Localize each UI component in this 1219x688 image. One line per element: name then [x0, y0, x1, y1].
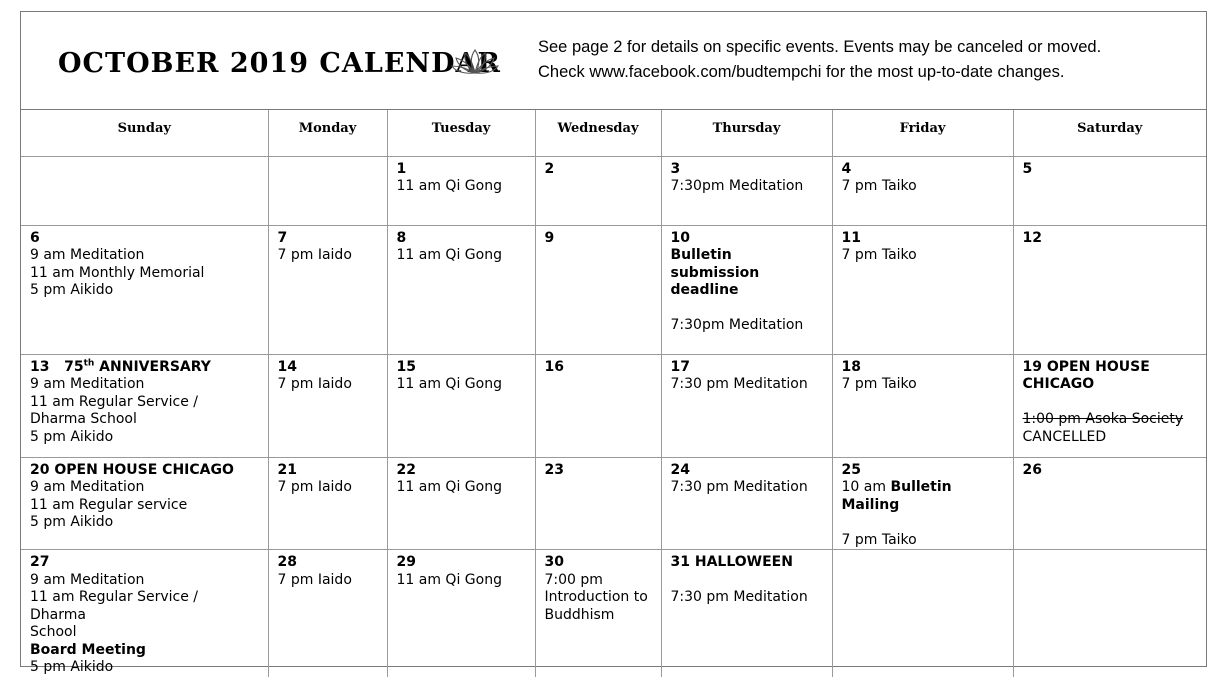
day-cell — [21, 457, 268, 550]
day-number: 20 OPEN HOUSE CHICAGO — [30, 461, 234, 478]
event: 7:30 pm Meditation — [670, 376, 808, 392]
day-number: 21 — [277, 461, 297, 478]
day-cell — [535, 457, 661, 550]
day-cell — [1013, 457, 1206, 550]
cancelled-label: CANCELLED — [1022, 428, 1107, 445]
day-number: 8 — [396, 229, 407, 246]
day-number: 31 HALLOWEEN — [670, 554, 793, 570]
anniversary-label: ANNIVERSARY — [94, 358, 211, 375]
event-time: 10 am — [841, 479, 891, 495]
day-cell — [1013, 354, 1206, 457]
day-number: 9 — [544, 229, 555, 246]
event: 11 am Qi Gong — [396, 571, 502, 588]
day-number: 16 — [544, 358, 564, 375]
day-cell — [21, 550, 268, 677]
event: 7 pm Taiko — [841, 531, 917, 548]
day-cell — [832, 225, 1013, 354]
day-cell — [268, 354, 387, 457]
notice-text — [538, 35, 1101, 85]
spacer — [671, 300, 822, 318]
day-cell — [268, 457, 387, 550]
week-row-5 — [21, 550, 1206, 677]
event: School — [30, 624, 77, 640]
day-cell — [661, 457, 832, 550]
day-number: 12 — [1022, 229, 1042, 246]
day-cell — [535, 550, 661, 677]
event: 7 pm Taiko — [841, 376, 917, 392]
day-cell-empty — [268, 156, 387, 225]
event-bold: Bulletin submission — [670, 247, 760, 281]
event: 11 am Qi Gong — [396, 479, 502, 495]
weekday-wednesday: Wednesday — [535, 110, 661, 156]
day-cell — [661, 156, 832, 225]
event-bold: Bulletin Mailing — [841, 479, 952, 513]
week-row-3 — [21, 354, 1206, 457]
weekday-sunday: Sunday — [21, 110, 268, 156]
day-number: 7 — [277, 229, 288, 246]
event-bold: Board Meeting — [30, 641, 146, 658]
event: 7 pm Iaido — [277, 376, 352, 392]
day-number: 4 — [841, 160, 852, 177]
day-number: 14 — [277, 358, 297, 375]
day-number: 11 — [841, 229, 861, 246]
lotus-icon — [451, 46, 499, 78]
spacer — [842, 514, 1003, 532]
day-number: 22 — [396, 461, 416, 478]
day-cell — [661, 354, 832, 457]
day-number: 1 — [396, 160, 407, 177]
day-number: 17 — [670, 358, 690, 375]
event: 9 am Meditation — [30, 479, 145, 495]
event: 7 pm Taiko — [841, 178, 917, 194]
weekday-tuesday: Tuesday — [387, 110, 535, 156]
weekday-saturday: Saturday — [1013, 110, 1206, 156]
day-heading — [30, 359, 258, 377]
day-number: 28 — [277, 554, 297, 570]
event: 5 pm Aikido — [30, 659, 114, 675]
day-heading: CHICAGO — [1022, 376, 1095, 392]
day-number: 10 — [670, 229, 690, 246]
day-cell — [832, 354, 1013, 457]
event: 11 am Monthly Memorial — [30, 264, 205, 281]
event: 11 am Regular Service / — [30, 393, 198, 410]
day-cell — [832, 156, 1013, 225]
notice-line-2: Check www.facebook.com/budtempchi for the most up-to-date changes. — [538, 63, 1065, 81]
event: Introduction to — [544, 589, 648, 605]
event: 7 pm Iaido — [277, 247, 352, 263]
day-cell — [387, 550, 535, 677]
day-cell — [21, 354, 268, 457]
week-row-1 — [21, 156, 1206, 225]
day-cell — [661, 550, 832, 677]
event-cancelled: 1:00 pm Asoka Society — [1022, 411, 1184, 427]
ordinal-suffix: th — [83, 357, 95, 368]
day-cell — [268, 550, 387, 677]
calendar-grid — [21, 110, 1206, 677]
calendar-header — [21, 12, 1206, 110]
day-number: 24 — [670, 461, 690, 478]
event: 11 am Regular service — [30, 496, 188, 513]
event: 9 am Meditation — [30, 571, 145, 588]
weekday-header-row — [21, 110, 1206, 156]
event: 9 am Meditation — [30, 376, 145, 392]
calendar-frame — [20, 11, 1207, 675]
day-cell — [387, 225, 535, 354]
event-bold: deadline — [670, 282, 739, 298]
day-cell — [387, 354, 535, 457]
day-number: 19 OPEN HOUSE — [1022, 358, 1150, 375]
day-number: 23 — [544, 461, 564, 478]
day-number: 6 — [30, 229, 40, 246]
event: 5 pm Aikido — [30, 514, 114, 530]
event — [842, 479, 1003, 514]
event: 11 am Qi Gong — [396, 178, 502, 194]
week-row-4 — [21, 457, 1206, 550]
day-number: 5 — [1022, 160, 1033, 177]
page-title: OCTOBER 2019 CALENDAR — [58, 48, 501, 79]
event: 7:30pm Meditation — [670, 317, 804, 333]
notice-line-1: See page 2 for details on specific events. Events may be canceled or moved. — [538, 38, 1102, 56]
event: 11 am Regular Service / Dharma — [30, 589, 198, 623]
day-cell — [1013, 225, 1206, 354]
event: 7 pm Iaido — [277, 571, 352, 588]
day-number: 18 — [841, 358, 861, 375]
day-number: 26 — [1022, 461, 1042, 478]
event: Dharma School — [30, 411, 137, 427]
day-cell — [535, 156, 661, 225]
weekday-monday: Monday — [268, 110, 387, 156]
day-cell — [535, 225, 661, 354]
day-number: 29 — [396, 554, 416, 570]
weekday-friday: Friday — [832, 110, 1013, 156]
spacer — [671, 572, 822, 590]
event: 11 am Qi Gong — [396, 376, 502, 392]
day-cell — [387, 156, 535, 225]
day-cell — [661, 225, 832, 354]
day-cell-empty — [1013, 550, 1206, 677]
day-number: 15 — [396, 358, 416, 375]
day-cell — [268, 225, 387, 354]
event: 7 pm Iaido — [277, 479, 352, 495]
day-number: 3 — [670, 160, 681, 177]
day-cell — [832, 457, 1013, 550]
day-number: 25 — [841, 461, 861, 478]
week-row-2 — [21, 225, 1206, 354]
day-cell-empty — [21, 156, 268, 225]
day-number: 13 — [30, 358, 50, 375]
event: 9 am Meditation — [30, 247, 145, 263]
weekday-thursday: Thursday — [661, 110, 832, 156]
spacer — [1023, 394, 1197, 412]
day-number: 30 — [544, 554, 564, 570]
day-cell — [387, 457, 535, 550]
event: 11 am Qi Gong — [396, 247, 502, 263]
event: 7:30 pm Meditation — [670, 589, 808, 605]
day-cell — [21, 225, 268, 354]
day-number: 27 — [30, 554, 50, 570]
day-cell — [1013, 156, 1206, 225]
event: 5 pm Aikido — [30, 282, 114, 298]
event: 7:00 pm — [544, 571, 603, 588]
event: 7:30pm Meditation — [670, 178, 804, 194]
event: 7:30 pm Meditation — [670, 479, 808, 495]
day-cell-empty — [832, 550, 1013, 677]
anniversary-number: 75 — [64, 358, 84, 375]
event: 5 pm Aikido — [30, 428, 114, 445]
event: Buddhism — [544, 606, 615, 623]
day-number: 2 — [544, 160, 555, 177]
day-cell — [535, 354, 661, 457]
event: 7 pm Taiko — [841, 247, 917, 263]
